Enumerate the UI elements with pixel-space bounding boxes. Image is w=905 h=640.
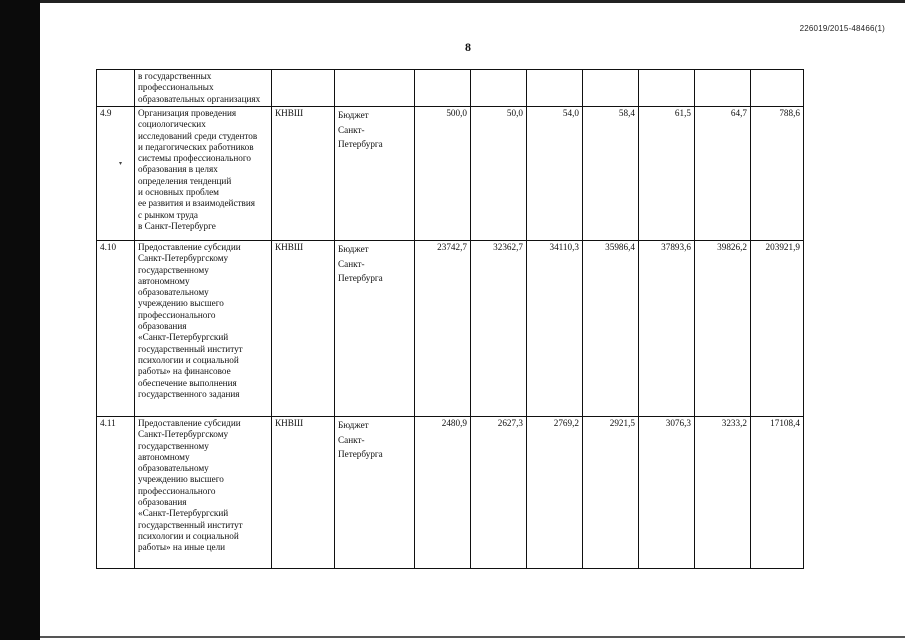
scan-speck: ▾ <box>119 161 123 167</box>
value-cell: 3233,2 <box>695 417 751 569</box>
activity-name: Предоставление субсидии Санкт-Петербургскому государственному автономному образовательному учреждению высшего профессионального образования «Санкт-Петербургский государственный институт психологии и социальной работы» на финансовое обеспечение выполнения государственного задания <box>135 241 272 417</box>
activity-name: Организация проведения социологических исследований среди студентов и педагогических работников системы профессионального образования в целях определения тенденций и основных проблем ее развития и взаимодействия с рынком труда в Санкт-Петербурге <box>135 107 272 241</box>
value-cell: 54,0 <box>527 107 583 241</box>
value-cell: 35986,4 <box>583 241 639 417</box>
value-cell: 2769,2 <box>527 417 583 569</box>
value-cell: 500,0 <box>415 107 471 241</box>
page-number: 8 <box>465 40 471 54</box>
value-cell: 39826,2 <box>695 241 751 417</box>
value-cell: 34110,3 <box>527 241 583 417</box>
funding-source <box>335 70 415 107</box>
value-cell: 37893,6 <box>639 241 695 417</box>
value-cell: 2627,3 <box>471 417 527 569</box>
row-number <box>97 70 135 107</box>
value-cell: 23742,7 <box>415 241 471 417</box>
value-cell: 17108,4 <box>751 417 804 569</box>
executor: КНВШ <box>272 241 335 417</box>
value-cell <box>583 70 639 107</box>
table-row <box>97 70 804 107</box>
executor: КНВШ <box>272 107 335 241</box>
value-cell <box>527 70 583 107</box>
value-cell: 3076,3 <box>639 417 695 569</box>
document-id: 226019/2015-48466(1) <box>799 24 885 33</box>
executor <box>272 70 335 107</box>
funding-source: Бюджет Санкт- Петербурга <box>335 241 415 417</box>
value-cell: 2921,5 <box>583 417 639 569</box>
value-cell <box>415 70 471 107</box>
row-number: 4.11 <box>97 417 135 569</box>
scan-border-left <box>0 0 40 640</box>
row-number: 4.9 <box>97 107 135 241</box>
table-row <box>97 241 804 417</box>
value-cell: 2480,9 <box>415 417 471 569</box>
activity-name: в государственных профессиональных образовательных организациях <box>135 70 272 107</box>
value-cell <box>471 70 527 107</box>
funding-source: Бюджет Санкт- Петербурга <box>335 107 415 241</box>
value-cell: 203921,9 <box>751 241 804 417</box>
value-cell: 61,5 <box>639 107 695 241</box>
value-cell: 58,4 <box>583 107 639 241</box>
value-cell <box>695 70 751 107</box>
value-cell <box>639 70 695 107</box>
value-cell <box>751 70 804 107</box>
funding-source: Бюджет Санкт- Петербурга <box>335 417 415 569</box>
program-activities-table <box>96 69 804 569</box>
value-cell: 50,0 <box>471 107 527 241</box>
value-cell: 788,6 <box>751 107 804 241</box>
value-cell: 64,7 <box>695 107 751 241</box>
scan-border-top <box>40 0 905 3</box>
table-row <box>97 417 804 569</box>
table-row <box>97 107 804 241</box>
scan-border-bottom <box>40 636 905 638</box>
executor: КНВШ <box>272 417 335 569</box>
activity-name: Предоставление субсидии Санкт-Петербургскому государственному автономному образовательному учреждению высшего профессионального образования «Санкт-Петербургский государственный институт психологии и социальной работы» на иные цели <box>135 417 272 569</box>
value-cell: 32362,7 <box>471 241 527 417</box>
row-number: 4.10 <box>97 241 135 417</box>
